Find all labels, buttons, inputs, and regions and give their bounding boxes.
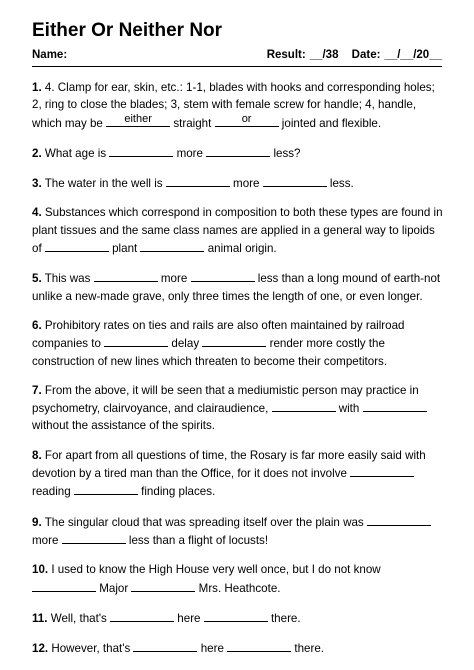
- question-text: less?: [270, 146, 301, 160]
- answer-blank[interactable]: [206, 144, 270, 157]
- result-date-group: [263, 48, 442, 62]
- question-text: here: [174, 611, 204, 625]
- answer-blank[interactable]: [350, 464, 414, 477]
- answer-blank[interactable]: [110, 609, 174, 622]
- answer-blank[interactable]: [45, 239, 109, 252]
- answer-blank[interactable]: [202, 334, 266, 347]
- question-text: less.: [326, 177, 354, 191]
- answer-blank[interactable]: [367, 513, 431, 526]
- question-text: there.: [267, 611, 301, 625]
- question-item: [32, 447, 447, 501]
- question-text: For apart from all questions of time, the Rosary is far more easily said with devotion by a tired man than the Office, for it does not involve: [32, 448, 426, 481]
- answer-blank[interactable]: [62, 531, 126, 544]
- answer-blank[interactable]: [104, 334, 168, 347]
- question-text: Well, that's: [50, 611, 111, 625]
- question-text: more: [229, 177, 263, 191]
- answer-blank[interactable]: [191, 269, 255, 282]
- question-number: 11.: [32, 611, 48, 625]
- question-text: reading: [32, 485, 74, 499]
- answer-blank[interactable]: [131, 579, 195, 592]
- result-value: __/38: [309, 49, 339, 61]
- page-title: Either Or Neither Nor: [32, 20, 223, 41]
- answer-blank[interactable]: [363, 399, 427, 412]
- question-text: plant: [108, 242, 141, 256]
- date-label: Date:: [351, 49, 381, 61]
- answer-text: either: [124, 112, 152, 125]
- answer-blank[interactable]: [272, 399, 336, 412]
- answer-blank[interactable]: [94, 269, 158, 282]
- question-text: finding places.: [137, 485, 216, 499]
- question-number: 7.: [32, 383, 42, 397]
- question-number: 1.: [32, 81, 42, 94]
- question-number: 9.: [32, 515, 42, 529]
- question-item: [32, 204, 447, 257]
- answer-blank[interactable]: [140, 239, 204, 252]
- question-list: [32, 79, 447, 669]
- answer-blank[interactable]: [106, 114, 170, 127]
- answer-blank[interactable]: [109, 144, 173, 157]
- question-number: 3.: [32, 177, 42, 191]
- question-item: [32, 269, 447, 305]
- question-text: straight: [170, 116, 215, 130]
- question-item: [32, 609, 447, 627]
- question-text: I used to know the High House very well once, but I do not know: [51, 563, 381, 577]
- answer-blank[interactable]: [204, 609, 268, 622]
- answer-blank[interactable]: [74, 482, 138, 495]
- question-text: less than a long mound of earth-not unlike a new-made grave, only three times the length of one, or even longer.: [32, 272, 441, 303]
- question-text: However, that's: [51, 642, 134, 656]
- question-item: [32, 639, 447, 657]
- question-number: 12.: [32, 642, 49, 656]
- answer-blank[interactable]: [166, 174, 230, 187]
- question-text: more: [157, 272, 191, 286]
- answer-blank[interactable]: [263, 174, 327, 187]
- question-number: 5.: [32, 272, 42, 286]
- answer-blank[interactable]: [133, 639, 197, 652]
- question-text: render more costly the construction of new lines which threaten to become their competitors.: [32, 337, 388, 368]
- question-text: animal origin.: [204, 242, 277, 256]
- header-divider: [32, 66, 442, 67]
- question-text: there.: [291, 642, 325, 656]
- answer-blank[interactable]: [215, 114, 279, 127]
- date-value: __/__/20__: [384, 49, 442, 61]
- question-number: 10.: [32, 563, 49, 577]
- question-text: Mrs. Heathcote.: [195, 581, 281, 595]
- question-item: [32, 561, 447, 597]
- name-label: Name:: [32, 49, 68, 61]
- question-text: 4. Clamp for ear, skin, etc.: 1-1, blades with hooks and corresponding holes; 2, ring to close the blades; 3, stem with female screw for handle; 4, handle, which may be: [32, 81, 435, 130]
- question-number: 4.: [32, 206, 42, 220]
- question-number: 8.: [32, 448, 42, 462]
- question-item: [32, 382, 447, 435]
- question-number: 6.: [32, 318, 42, 332]
- question-text: delay: [168, 337, 203, 351]
- question-text: with: [335, 402, 363, 416]
- question-item: [32, 317, 447, 370]
- question-text: without the assistance of the spirits.: [32, 419, 216, 433]
- question-text: From the above, it will be seen that a mediumistic person may practice in psychometry, clairvoyance, and clairaudience,: [32, 383, 419, 416]
- question-text: more: [173, 146, 207, 160]
- question-text: What age is: [44, 146, 110, 160]
- answer-text: or: [241, 112, 252, 125]
- question-item: [32, 144, 447, 162]
- question-item: [32, 79, 447, 132]
- question-text: less than a flight of locusts!: [125, 533, 269, 547]
- question-text: The water in the well is: [44, 177, 166, 191]
- question-item: [32, 513, 447, 550]
- question-text: The singular cloud that was spreading itself over the plain was: [44, 515, 367, 529]
- question-text: more: [32, 533, 62, 547]
- question-number: 2.: [32, 146, 42, 160]
- question-item: [32, 174, 447, 192]
- question-text: Prohibitory rates on ties and rails are also often maintained by railroad companies to: [32, 318, 405, 351]
- question-text: Major: [96, 581, 132, 595]
- answer-blank[interactable]: [32, 579, 96, 592]
- result-label: Result:: [266, 49, 306, 61]
- question-text: here: [197, 642, 228, 656]
- question-text: Substances which correspond in composition to both these types are found in plant tissues and the same class names are applied in a general way to lipoids of: [32, 206, 443, 256]
- answer-blank[interactable]: [227, 639, 291, 652]
- question-text: jointed and flexible.: [278, 116, 382, 130]
- question-text: This was: [44, 272, 94, 286]
